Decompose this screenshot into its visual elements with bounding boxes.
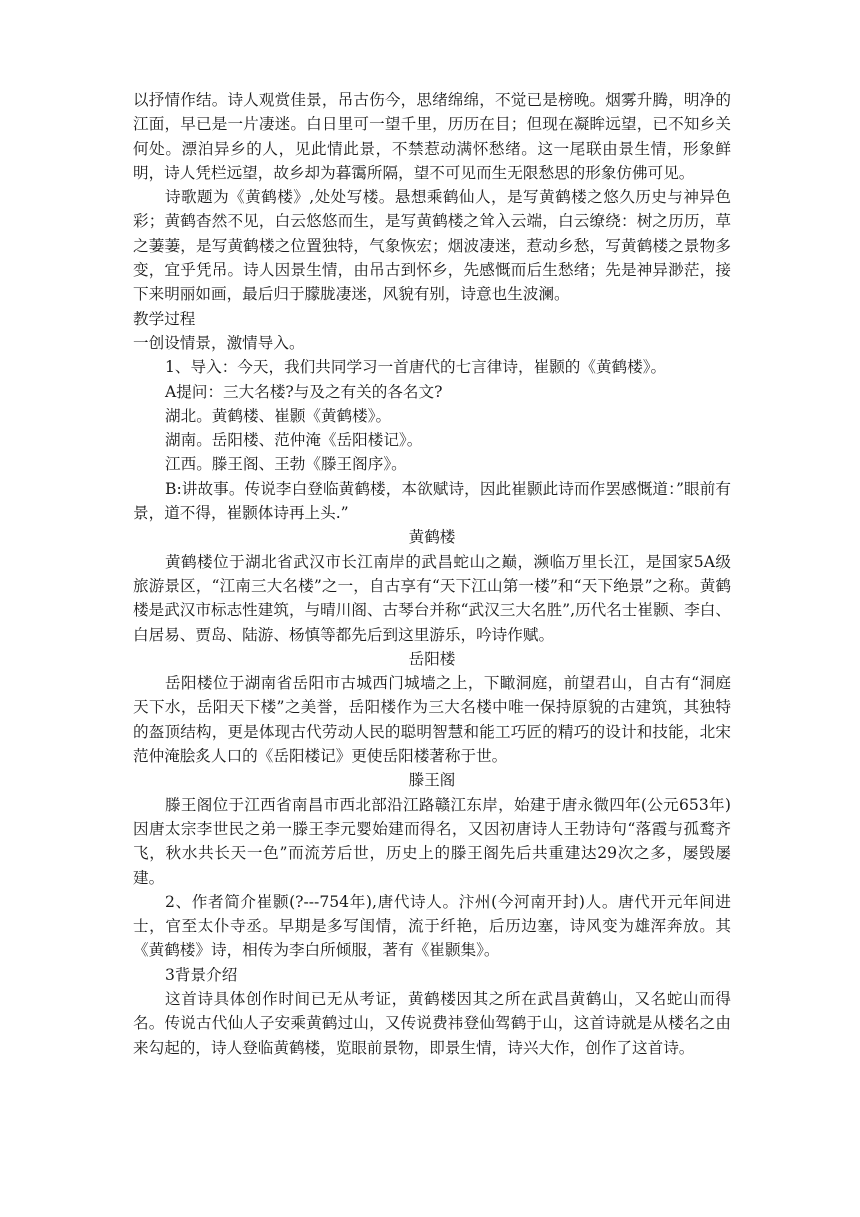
paragraph-background: 这首诗具体创作时间已无从考证，黄鹤楼因其之所在武昌黄鹤山，又名蛇山而得名。传说古代仙人子安乘黄鹤过山，又传说费祎登仙驾鹤于山，这首诗就是从楼名之由来勾起的，诗人登临黄鹤楼，览眼前景物，即景生情，诗兴大作，创作了这首诗。: [133, 989, 731, 1057]
paragraph-intro: 1、导入：今天，我们共同学习一首唐代的七言律诗，崔颢的《黄鹤楼》。: [165, 358, 667, 377]
paragraph-huanghelou: 黄鹤楼位于湖北省武汉市长江南岸的武昌蛇山之巅，濒临万里长江，是国家5A级旅游景区，“江南三大名楼”之一，自古享有“天下江山第一楼”和“天下绝景”之称。黄鹤楼是武汉市标志性建筑，与晴川阁、古琴台并称“武汉三大名胜”,历代名士崔颢、李白、白居易、贾岛、陆游、杨慎等都先后到这里游乐，吟诗作赋。: [133, 552, 731, 644]
subheading-tengwangge: 滕王阁: [408, 771, 456, 790]
section-heading-background: 3背景介绍: [165, 965, 238, 984]
section-heading-intro: 一创设情景，激情导入。: [133, 333, 305, 352]
paragraph-yueyanglou: 岳阳楼位于湖南省岳阳市古城西门城墙之上，下瞰洞庭，前望君山，自古有“洞庭天下水，岳阳天下楼”之美誉，岳阳楼作为三大名楼中唯一保持原貌的古建筑，其独特的盔顶结构，更是体现古代劳动人民的聪明智慧和能工巧匠的精巧的设计和技能，北宋范仲淹脍炙人口的《岳阳楼记》更使岳阳楼著称于世。: [133, 674, 731, 766]
paragraph-title-analysis: 诗歌题为《黄鹤楼》,处处写楼。悬想乘鹤仙人，是写黄鹤楼之悠久历史与神异色彩；黄鹤杳然不见，白云悠悠而生，是写黄鹤楼之耸入云端，白云缭绕：树之历历，草之萋萋，是写黄鹤楼之位置独特，气象恢宏；烟波凄迷，惹动乡愁，写黄鹤楼之景物多变，宜乎凭吊。诗人因景生情，由吊古到怀乡，先感慨而后生愁绪；先是神异渺茫，接下来明丽如画，最后归于朦胧凄迷，风貌有别，诗意也生波澜。: [133, 188, 731, 304]
paragraph-tengwangge: 滕王阁位于江西省南昌市西北部沿江路赣江东岸，始建于唐永微四年(公元653年)因唐太宗李世民之弟一滕王李元婴始建而得名，又因初唐诗人王勃诗句“落霞与孤鹜齐飞，秋水共长天一色”而流芳后世，历史上的滕王阁先后共重建达29次之多，屡毁屡建。: [133, 795, 731, 887]
list-item-hubei: 湖北。黄鹤楼、崔颢《黄鹤楼》。: [165, 406, 392, 425]
section-heading-teaching-process: 教学过程: [133, 309, 196, 328]
paragraph-story: B:讲故事。传说李白登临黄鹤楼，本欲赋诗，因此崔颢此诗而作罢感慨道：”眼前有景，道不得，崔颢体诗再上头.”: [133, 479, 731, 523]
list-item-jiangxi: 江西。滕王阁、王勃《滕王阁序》。: [165, 455, 407, 474]
subheading-huanghelou: 黄鹤楼: [408, 528, 456, 547]
document-body: [133, 88, 731, 1060]
paragraph-question: A提问：三大名楼?与及之有关的各名文?: [165, 382, 443, 401]
list-item-hunan: 湖南。岳阳楼、范仲淹《岳阳楼记》。: [165, 431, 423, 450]
subheading-yueyanglou: 岳阳楼: [408, 649, 456, 668]
paragraph-author-intro: 2、作者简介崔颢(?---754年),唐代诗人。汴州(今河南开封)人。唐代开元年间进士，官至太仆寺丞。早期是多写闺情，流于纤艳，后历边塞，诗风变为雄浑奔放。其《黄鹤楼》诗，相传为李白所倾服，著有《崔颢集》。: [133, 892, 731, 960]
paragraph-conclusion: 以抒情作结。诗人观赏佳景，吊古伤今，思绪绵绵，不觉已是榜晚。烟雾升腾，明净的江面，早已是一片凄迷。白日里可一望千里，历历在目；但现在凝眸远望，已不知乡关何处。漂泊异乡的人，见此情此景，不禁惹动满怀愁绪。这一尾联由景生情，形象鲜明，诗人凭栏远望，故乡却为暮霭所隔，望不可见而生无限愁思的形象仿佛可见。: [133, 91, 731, 182]
